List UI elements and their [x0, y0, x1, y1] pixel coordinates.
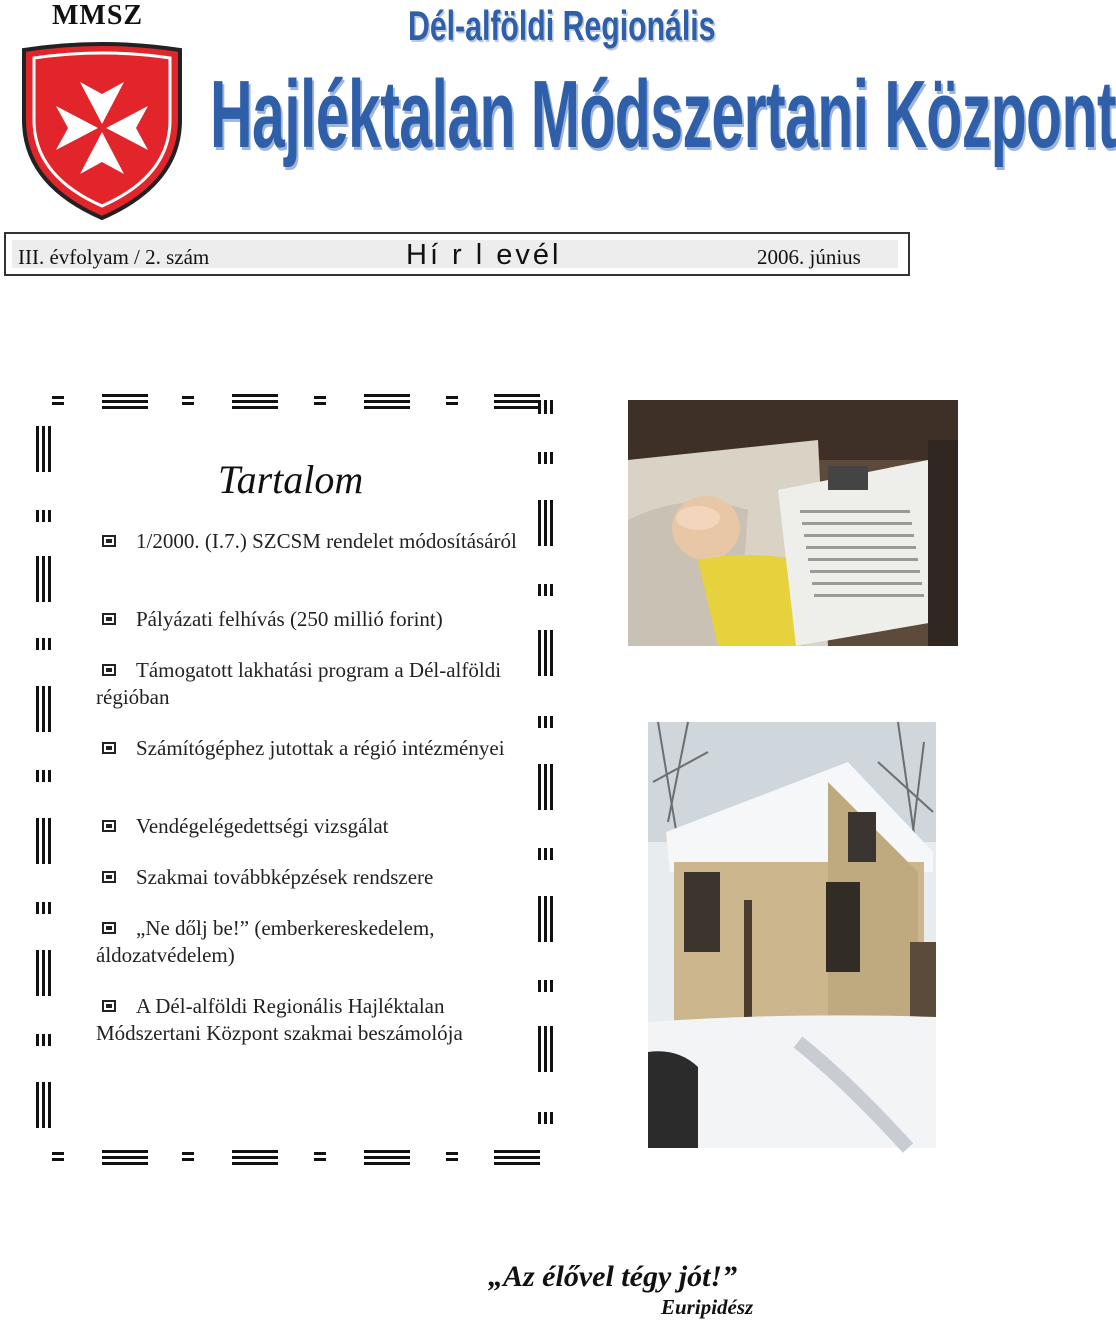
toc-item [96, 606, 536, 633]
organization-acronym: MMSZ [52, 0, 144, 31]
square-bullet-icon [102, 664, 116, 676]
center-title-line2: Hajléktalan Módszertani Központ [210, 61, 1116, 168]
toc-item-text: Támogatott lakhatási program a Dél-alföldi régióban [96, 658, 502, 709]
toc-item [96, 735, 536, 762]
photo-sleeping-baby [628, 400, 958, 646]
square-bullet-icon [102, 742, 116, 754]
square-bullet-icon [102, 922, 116, 934]
toc-item [96, 993, 536, 1047]
photo-house-in-snow [648, 722, 936, 1148]
newsletter-name: Hí r l evél [406, 239, 562, 271]
toc-item [96, 864, 536, 891]
toc-item [96, 915, 536, 969]
square-bullet-icon [102, 1000, 116, 1012]
quote-author: Euripidész [661, 1295, 754, 1319]
toc-item [96, 813, 536, 840]
square-bullet-icon [102, 820, 116, 832]
toc-item [96, 528, 536, 555]
issue-volume: III. évfolyam / 2. szám [18, 245, 210, 269]
toc-heading: Tartalom [218, 457, 364, 502]
toc-item-text: Számítógéphez jutottak a régió intézményei [136, 736, 505, 760]
square-bullet-icon [102, 871, 116, 883]
toc-item-text: Szakmai továbbképzések rendszere [136, 865, 434, 889]
maltese-cross-shield-icon [18, 42, 186, 222]
toc-item-text: A Dél-alföldi Regionális Hajléktalan Módszertani Központ szakmai beszámolója [96, 994, 463, 1045]
issue-date: 2006. június [757, 245, 861, 269]
closing-quote: „Az élővel tégy jót!” [488, 1260, 738, 1293]
toc-item-text: „Ne dőlj be!” (emberkereskedelem, áldozatvédelem) [96, 916, 435, 967]
square-bullet-icon [102, 535, 116, 547]
toc-item-text: 1/2000. (I.7.) SZCSM rendelet módosításáról [136, 529, 517, 553]
toc-item-text: Pályázati felhívás (250 millió forint) [136, 607, 443, 631]
toc-item [96, 657, 536, 711]
square-bullet-icon [102, 613, 116, 625]
toc-item-text: Vendégelégedettségi vizsgálat [136, 814, 389, 838]
center-title-line1: Dél-alföldi Regionális [408, 2, 716, 49]
toc-decorative-border [28, 386, 558, 1166]
